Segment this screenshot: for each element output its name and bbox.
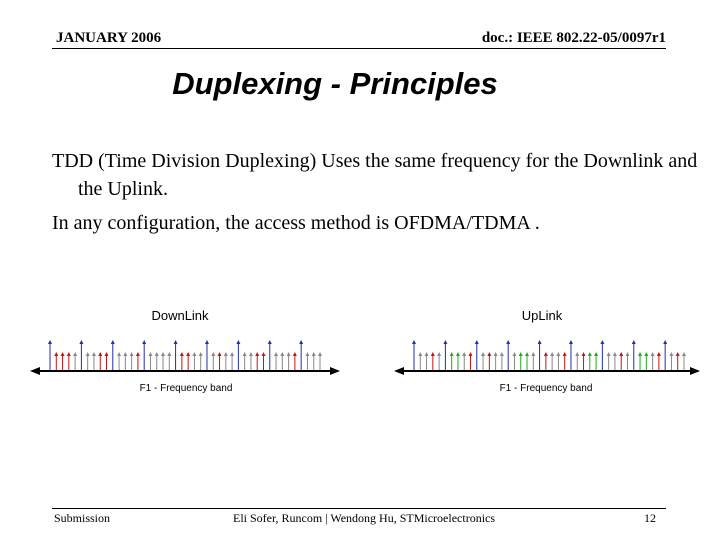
footer-submission: Submission (54, 511, 111, 525)
subcarrier-arrowhead (61, 352, 65, 356)
subcarrier-arrowhead (556, 352, 560, 356)
footer-authors: Eli Sofer, Runcom | Wendong Hu, STMicroelectronics (233, 511, 496, 525)
subcarrier-arrowhead (287, 352, 291, 356)
subcarrier-arrowhead (431, 352, 435, 356)
subcarrier-arrowhead (211, 352, 215, 356)
subcarrier-arrowhead (469, 352, 473, 356)
downlink-diagram (30, 308, 340, 394)
paragraph-tdd: TDD (Time Division Duplexing) Uses the same frequency for the Downlink and the Uplink. (52, 150, 698, 200)
subcarrier-arrowhead (651, 352, 655, 356)
subcarrier-arrowhead (48, 340, 52, 344)
subcarrier-arrowhead (669, 352, 673, 356)
subcarrier-arrowhead (657, 352, 661, 356)
subcarrier-arrowhead (443, 340, 447, 344)
downlink-label: DownLink (151, 308, 209, 323)
subcarrier-arrowhead (625, 352, 629, 356)
subcarrier-arrowhead (575, 352, 579, 356)
subcarrier-arrowhead (192, 352, 196, 356)
subcarrier-arrowhead (111, 340, 115, 344)
subcarrier-arrowhead (255, 352, 259, 356)
subcarrier-arrowhead (224, 352, 228, 356)
subcarrier-arrowhead (305, 352, 309, 356)
subcarrier-arrowhead (676, 352, 680, 356)
subcarrier-arrowhead (544, 352, 548, 356)
subcarrier-arrowhead (79, 340, 83, 344)
subcarrier-arrowhead (98, 352, 102, 356)
footer-rule (52, 508, 666, 509)
subcarrier-arrowhead (632, 340, 636, 344)
subcarrier-arrowhead (236, 340, 240, 344)
subcarrier-arrowhead (155, 352, 159, 356)
slide-title: Duplexing - Principles (172, 66, 498, 101)
uplink-diagram (394, 308, 700, 394)
uplink-axis-left-arrow (394, 367, 404, 375)
subcarrier-arrowhead (607, 352, 611, 356)
header-doc-id: doc.: IEEE 802.22-05/0097r1 (481, 30, 666, 46)
subcarrier-arrowhead (199, 352, 203, 356)
downlink-axis-left-arrow (30, 367, 40, 375)
subcarrier-arrowhead (531, 352, 535, 356)
subcarrier-arrowhead (506, 340, 510, 344)
subcarrier-arrowhead (682, 352, 686, 356)
subcarrier-arrowhead (218, 352, 222, 356)
subcarrier-arrowhead (117, 352, 121, 356)
downlink-axis-label: F1 - Frequency band (139, 383, 233, 394)
subcarrier-arrowhead (123, 352, 127, 356)
header-date: JANUARY 2006 (56, 30, 162, 46)
subcarrier-arrowhead (600, 340, 604, 344)
uplink-axis-right-arrow (690, 367, 700, 375)
subcarrier-arrowhead (174, 340, 178, 344)
subcarrier-arrowhead (142, 340, 146, 344)
uplink-label: UpLink (521, 308, 563, 323)
subcarrier-arrowhead (205, 340, 209, 344)
subcarrier-arrowhead (268, 340, 272, 344)
subcarrier-arrowhead (180, 352, 184, 356)
subcarrier-arrowhead (663, 340, 667, 344)
subcarrier-arrowhead (456, 352, 460, 356)
subcarrier-arrowhead (130, 352, 134, 356)
subcarrier-diagrams (20, 300, 700, 410)
subcarrier-arrowhead (318, 352, 322, 356)
subcarrier-arrowhead (550, 352, 554, 356)
subcarrier-arrowhead (105, 352, 109, 356)
subcarrier-arrowhead (67, 352, 71, 356)
subcarrier-arrowhead (462, 352, 466, 356)
header-rule (52, 48, 666, 49)
subcarrier-arrowhead (644, 352, 648, 356)
subcarrier-arrowhead (613, 352, 617, 356)
subcarrier-arrowhead (638, 352, 642, 356)
subcarrier-arrowhead (563, 352, 567, 356)
subcarrier-arrowhead (73, 352, 77, 356)
subcarrier-arrowhead (519, 352, 523, 356)
subcarrier-arrowhead (418, 352, 422, 356)
subcarrier-arrowhead (230, 352, 234, 356)
downlink-axis-right-arrow (330, 367, 340, 375)
subcarrier-arrowhead (186, 352, 190, 356)
subcarrier-arrowhead (569, 340, 573, 344)
paragraph-access-method: In any configuration, the access method is OFDMA/TDMA . (52, 212, 540, 234)
subcarrier-arrowhead (92, 352, 96, 356)
subcarrier-arrowhead (619, 352, 623, 356)
subcarrier-arrowhead (161, 352, 165, 356)
subcarrier-arrowhead (512, 352, 516, 356)
subcarrier-arrowhead (299, 340, 303, 344)
subcarrier-arrowhead (312, 352, 316, 356)
footer-page-number: 12 (644, 511, 656, 525)
subcarrier-arrowhead (412, 340, 416, 344)
subcarrier-arrowhead (425, 352, 429, 356)
subcarrier-arrowhead (450, 352, 454, 356)
subcarrier-arrowhead (525, 352, 529, 356)
subcarrier-arrowhead (481, 352, 485, 356)
subcarrier-arrowhead (494, 352, 498, 356)
subcarrier-arrowhead (487, 352, 491, 356)
subcarrier-arrowhead (136, 352, 140, 356)
subcarrier-arrowhead (243, 352, 247, 356)
uplink-axis-label: F1 - Frequency band (499, 383, 593, 394)
subcarrier-arrowhead (249, 352, 253, 356)
subcarrier-arrowhead (86, 352, 90, 356)
subcarrier-arrowhead (538, 340, 542, 344)
subcarrier-arrowhead (54, 352, 58, 356)
subcarrier-arrowhead (475, 340, 479, 344)
subcarrier-arrowhead (167, 352, 171, 356)
subcarrier-arrowhead (588, 352, 592, 356)
subcarrier-arrowhead (261, 352, 265, 356)
subcarrier-arrowhead (280, 352, 284, 356)
subcarrier-arrowhead (148, 352, 152, 356)
subcarrier-arrowhead (582, 352, 586, 356)
subcarrier-arrowhead (437, 352, 441, 356)
subcarrier-arrowhead (500, 352, 504, 356)
subcarrier-arrowhead (274, 352, 278, 356)
subcarrier-arrowhead (293, 352, 297, 356)
subcarrier-arrowhead (594, 352, 598, 356)
